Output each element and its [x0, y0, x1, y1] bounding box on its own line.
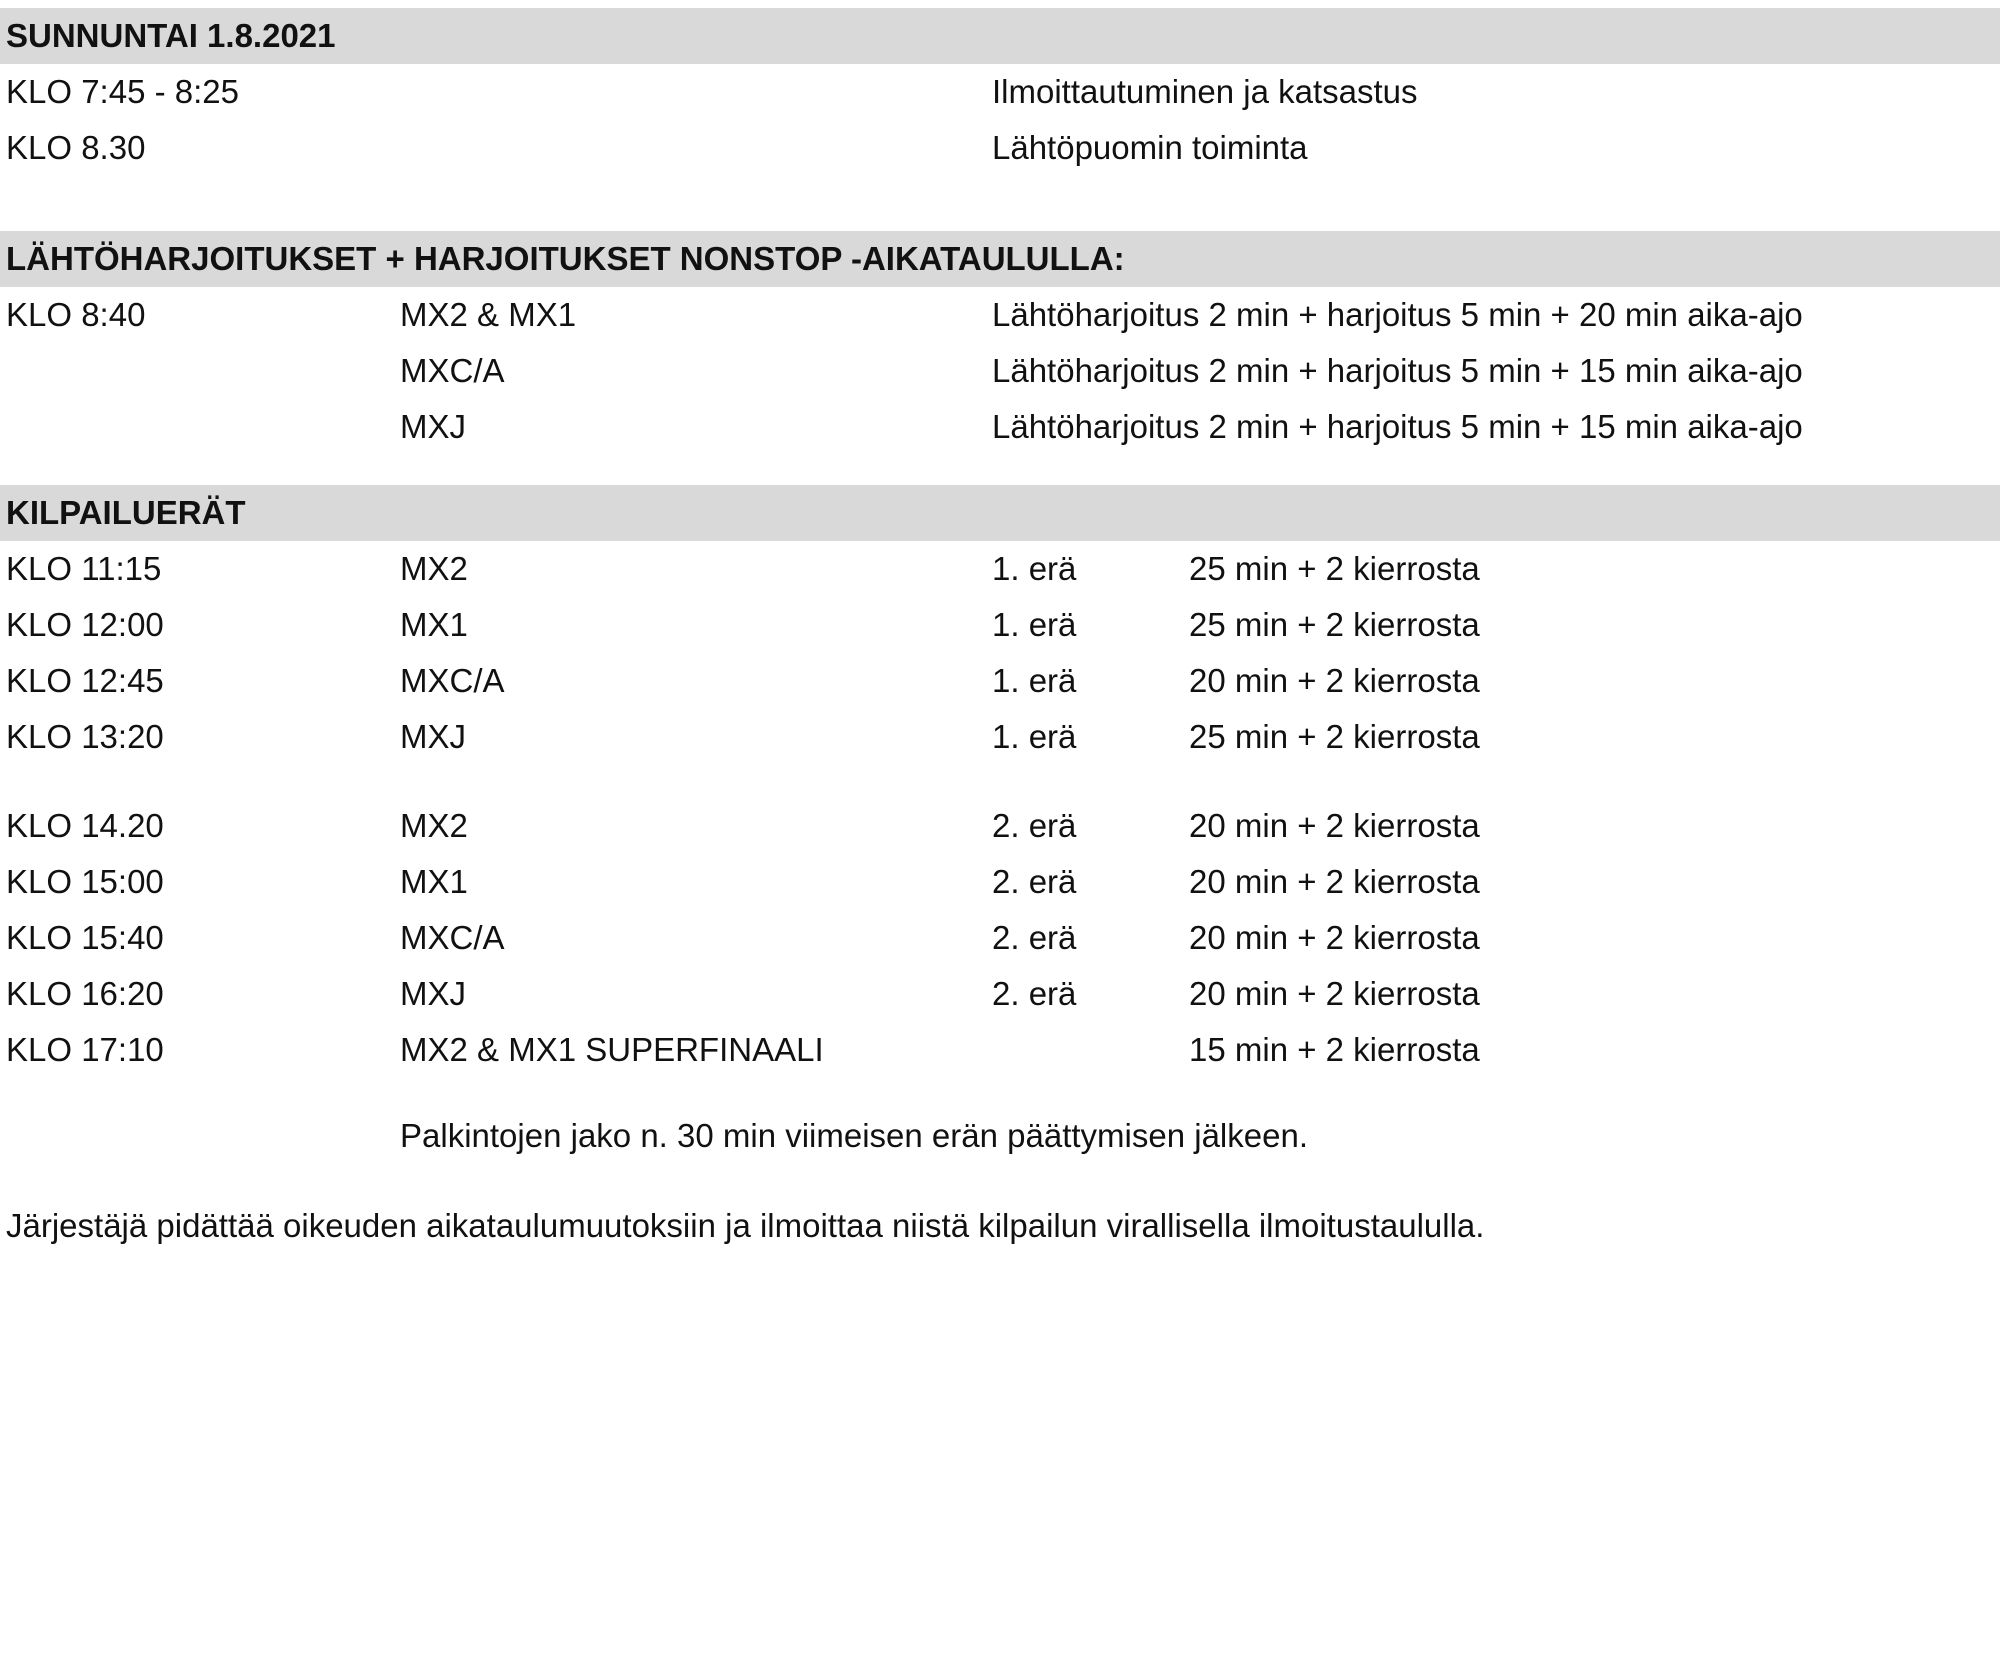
row-time: KLO 8:40 [6, 296, 146, 333]
race-time: KLO 15:00 [6, 863, 164, 900]
race-time: KLO 14.20 [6, 807, 164, 844]
row-description: Lähtöpuomin toiminta [992, 129, 1308, 166]
section-header-day: SUNNUNTAI 1.8.2021 [0, 8, 2000, 64]
race-row [0, 1022, 2000, 1078]
race-heat: 1. erä [992, 718, 1077, 755]
race-time: KLO 15:40 [6, 919, 164, 956]
race-class: MX2 & MX1 SUPERFINAALI [400, 1031, 824, 1068]
section-header-practice: LÄHTÖHARJOITUKSET + HARJOITUKSET NONSTOP -AIKATAULULLA: [0, 231, 2000, 287]
race-class: MX1 [400, 606, 468, 643]
race-heat: 2. erä [992, 919, 1077, 956]
disclaimer-note: Järjestäjä pidättää oikeuden aikataulumuutoksiin ja ilmoittaa niistä kilpailun virallisella ilmoitustaululla. [6, 1207, 1485, 1244]
row-description: Ilmoittautuminen ja katsastus [992, 73, 1418, 110]
race-class: MXJ [400, 718, 466, 755]
race-row [0, 597, 2000, 653]
schedule-row [0, 287, 2000, 343]
schedule-row [0, 399, 2000, 455]
race-row [0, 653, 2000, 709]
race-row [0, 709, 2000, 765]
race-class: MX2 [400, 550, 468, 587]
race-duration: 20 min + 2 kierrosta [1189, 662, 1480, 699]
race-row [0, 798, 2000, 854]
race-row [0, 541, 2000, 597]
race-time: KLO 13:20 [6, 718, 164, 755]
race-heat: 2. erä [992, 807, 1077, 844]
race-time: KLO 16:20 [6, 975, 164, 1012]
race-duration: 25 min + 2 kierrosta [1189, 550, 1480, 587]
race-duration: 25 min + 2 kierrosta [1189, 718, 1480, 755]
row-description: Lähtöharjoitus 2 min + harjoitus 5 min + 15 min aika-ajo [992, 352, 1803, 389]
race-duration: 15 min + 2 kierrosta [1189, 1031, 1480, 1068]
race-duration: 20 min + 2 kierrosta [1189, 975, 1480, 1012]
race-heat: 1. erä [992, 662, 1077, 699]
row-description: Lähtöharjoitus 2 min + harjoitus 5 min + 15 min aika-ajo [992, 408, 1803, 445]
race-heat: 1. erä [992, 550, 1077, 587]
race-class: MXJ [400, 975, 466, 1012]
race-duration: 20 min + 2 kierrosta [1189, 863, 1480, 900]
row-class: MX2 & MX1 [400, 296, 577, 333]
race-row [0, 910, 2000, 966]
race-class: MXC/A [400, 662, 505, 699]
race-duration: 25 min + 2 kierrosta [1189, 606, 1480, 643]
race-heat: 1. erä [992, 606, 1077, 643]
race-time: KLO 12:00 [6, 606, 164, 643]
row-class: MXJ [400, 408, 466, 445]
race-class: MXC/A [400, 919, 505, 956]
race-time: KLO 12:45 [6, 662, 164, 699]
race-time: KLO 17:10 [6, 1031, 164, 1068]
row-class: MXC/A [400, 352, 505, 389]
race-class: MX1 [400, 863, 468, 900]
race-heat: 2. erä [992, 975, 1077, 1012]
race-row [0, 966, 2000, 1022]
row-description: Lähtöharjoitus 2 min + harjoitus 5 min + 20 min aika-ajo [992, 296, 1803, 333]
schedule-row [0, 64, 2000, 120]
race-heat: 2. erä [992, 863, 1077, 900]
race-duration: 20 min + 2 kierrosta [1189, 807, 1480, 844]
race-time: KLO 11:15 [6, 550, 162, 587]
race-class: MX2 [400, 807, 468, 844]
schedule-row [0, 343, 2000, 399]
race-row [0, 854, 2000, 910]
race-duration: 20 min + 2 kierrosta [1189, 919, 1480, 956]
section-header-races: KILPAILUERÄT [0, 485, 2000, 541]
row-time: KLO 8.30 [6, 129, 146, 166]
row-time: KLO 7:45 - 8:25 [6, 73, 239, 110]
awards-note: Palkintojen jako n. 30 min viimeisen erän päättymisen jälkeen. [400, 1117, 1308, 1154]
schedule-row [0, 120, 2000, 176]
